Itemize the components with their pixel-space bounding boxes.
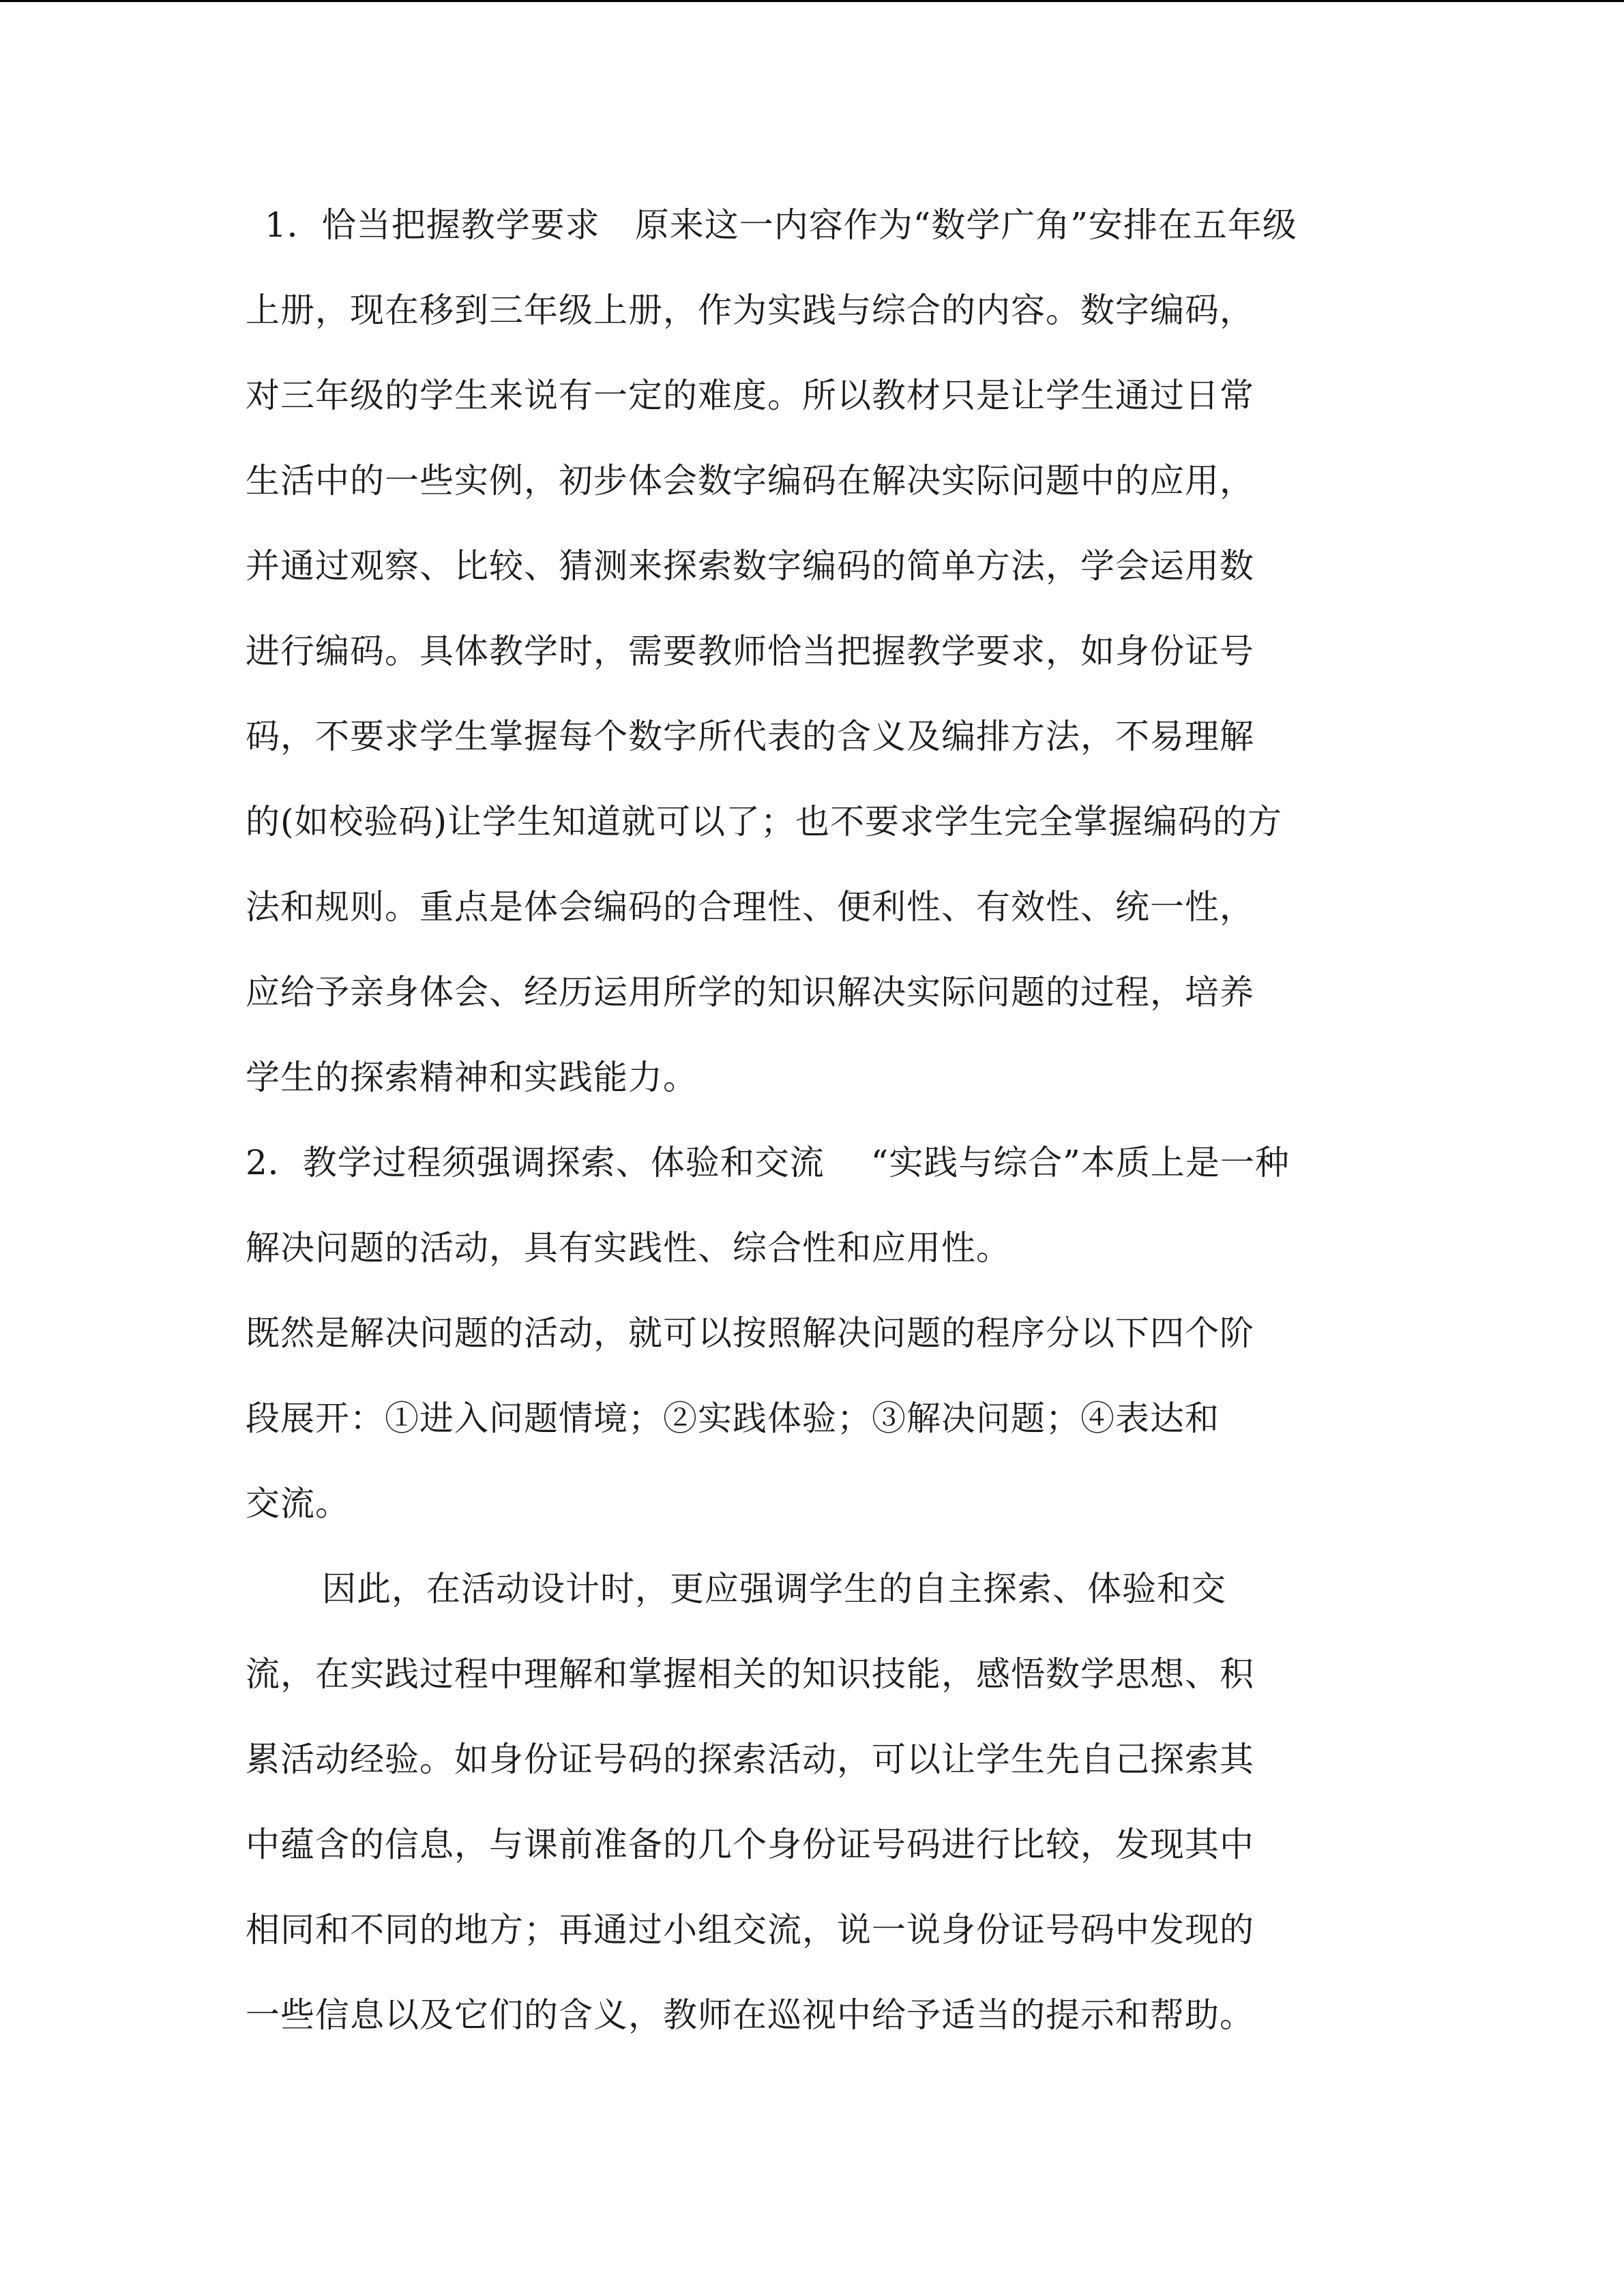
text-line: 一些信息以及它们的含义，教师在巡视中给予适当的提示和帮助。 — [246, 1995, 1254, 2035]
text-line: 学生的探索精神和实践能力。 — [246, 1058, 698, 1097]
text-line: 的(如校验码)让学生知道就可以了；也不要求学生完全掌握编码的方 — [246, 802, 1283, 841]
text-line: 码，不要求学生掌握每个数字所代表的含义及编排方法，不易理解 — [246, 717, 1254, 756]
text-line: 上册，现在移到三年级上册，作为实践与综合的内容。数字编码， — [246, 290, 1254, 330]
text-line: 中蕴含的信息，与课前准备的几个身份证号码进行比较，发现其中 — [246, 1825, 1254, 1864]
text-line: 并通过观察、比较、猜测来探索数字编码的简单方法，学会运用数 — [246, 546, 1254, 586]
text-line: 交流。 — [246, 1484, 350, 1523]
page-top-border — [0, 0, 1624, 2]
text-line: 既然是解决问题的活动，就可以按照解决问题的程序分以下四个阶 — [246, 1313, 1254, 1353]
text-line: 流，在实践过程中理解和掌握相关的知识技能，感悟数学思想、积 — [246, 1654, 1254, 1694]
text-line: 应给予亲身体会、经历运用所学的知识解决实际问题的过程，培养 — [246, 972, 1254, 1012]
text-line: 进行编码。具体教学时，需要教师恰当把握教学要求，如身份证号 — [246, 631, 1254, 671]
text-line: 1．恰当把握教学要求 原来这一内容作为“数学广角”安排在五年级 — [265, 205, 1297, 245]
text-line: 2．教学过程须强调探索、体验和交流 “实践与综合”本质上是一种 — [246, 1143, 1290, 1182]
text-line: 相同和不同的地方；再通过小组交流，说一说身份证号码中发现的 — [246, 1910, 1254, 1950]
text-line: 段展开：①进入问题情境；②实践体验；③解决问题；④表达和 — [246, 1399, 1220, 1438]
text-line: 法和规则。重点是体会编码的合理性、便利性、有效性、统一性， — [246, 887, 1254, 927]
text-line: 生活中的一些实例，初步体会数字编码在解决实际问题中的应用， — [246, 461, 1254, 501]
text-line: 累活动经验。如身份证号码的探索活动，可以让学生先自己探索其 — [246, 1740, 1254, 1779]
text-line: 解决问题的活动，具有实践性、综合性和应用性。 — [246, 1228, 1011, 1268]
text-line: 因此，在活动设计时，更应强调学生的自主探索、体验和交 — [322, 1569, 1226, 1609]
text-line: 对三年级的学生来说有一定的难度。所以教材只是让学生通过日常 — [246, 376, 1254, 415]
